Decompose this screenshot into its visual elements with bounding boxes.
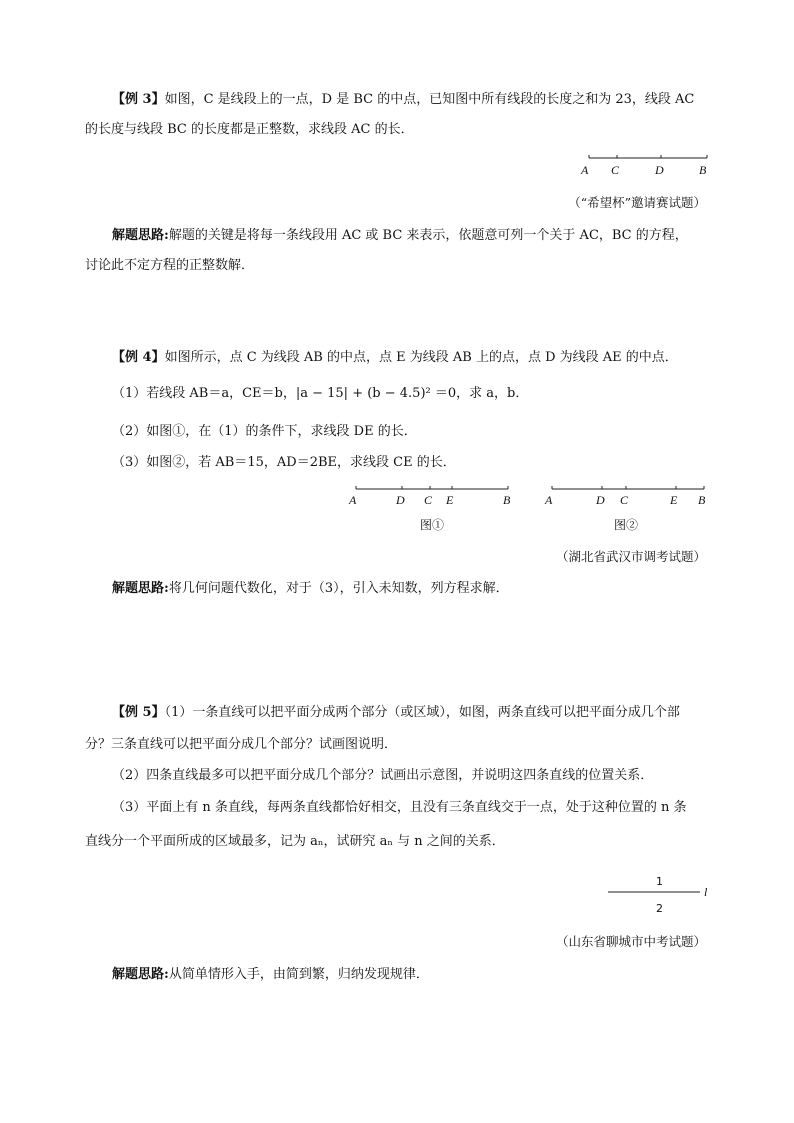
ex5-hint-label: 解题思路:	[112, 967, 169, 982]
ex4-fig2-point-d: D	[596, 493, 605, 507]
ex5-region-top: 1	[656, 875, 663, 888]
ex3-tag: 【例 3】	[112, 92, 165, 107]
ex5-hint-text: 从简单情形入手，由简到繁，归纳发现规律．	[168, 967, 429, 982]
ex4-fig2-point-e: E	[670, 493, 678, 507]
ex5-q1b: 分？三条直线可以把平面分成几个部分？试画图说明．	[85, 737, 398, 752]
ex4-fig2-caption: 图②	[614, 518, 639, 532]
ex3-line2: 的长度与线段 BC 的长度都是正整数，求线段 AC 的长．	[85, 122, 414, 137]
ex4-q1: （1）若线段 AB＝a，CE＝b，|a − 15| + (b − 4.5)² ＝0，求 a，b．	[112, 386, 529, 401]
ex4-fig2-point-a: A	[545, 493, 553, 507]
ex4-hint	[112, 579, 509, 599]
ex3-hint2: 讨论此不定方程的正整数解．	[85, 258, 255, 273]
ex4-intro-text: 如图所示，点 C 为线段 AB 的中点，点 E 为线段 AB 上的点，点 D 为线段 AE 的中点．	[164, 350, 678, 365]
ex4-tag: 【例 4】	[112, 350, 165, 365]
ex4-fig1-point-e: E	[446, 493, 454, 507]
ex3-point-b: B	[699, 163, 707, 177]
ex4-fig2-point-c: C	[620, 493, 629, 507]
ex3-line1-text: 如图，C 是线段上的一点，D 是 BC 的中点，已知图中所有线段的长度之和为 23，线段 AC	[164, 92, 695, 107]
ex3-figure	[575, 150, 715, 180]
ex4-figure2	[542, 480, 712, 510]
ex5-region-bottom: 2	[656, 902, 663, 915]
ex4-fig2-point-b: B	[698, 493, 706, 507]
ex4-fig1-caption: 图①	[420, 518, 445, 532]
ex3-point-a: A	[581, 163, 589, 177]
ex5-hint	[112, 965, 429, 985]
ex4-q2: （2）如图①，在（1）的条件下，求线段 DE 的长．	[112, 424, 417, 439]
ex5-q1a	[112, 703, 680, 723]
ex4-intro	[112, 348, 678, 368]
ex3-line1	[112, 90, 694, 110]
ex3-point-d: D	[655, 163, 664, 177]
ex5-tag: 【例 5】	[112, 705, 165, 720]
ex4-hint-text: 将几何问题代数化，对于（3），引入未知数，列方程求解．	[168, 581, 509, 596]
ex5-q3b: 直线分一个平面所成的区域最多，记为 aₙ，试研究 aₙ 与 n 之间的关系．	[85, 834, 505, 849]
ex3-point-c: C	[611, 163, 620, 177]
ex4-fig1-point-c: C	[424, 493, 433, 507]
ex4-q3: （3）如图②，若 AB＝15，AD＝2BE，求线段 CE 的长．	[112, 455, 456, 470]
ex4-source: （湖北省武汉市调考试题）	[555, 549, 706, 564]
ex4-hint-label: 解题思路:	[112, 581, 169, 596]
ex5-figure	[600, 872, 720, 920]
ex3-source: （“希望杯”邀请赛试题）	[568, 195, 706, 210]
ex3-hint1-text: 解题的关键是将每一条线段用 AC 或 BC 来表示，依题意可列一个关于 AC，BC 的方程，	[168, 228, 688, 243]
ex5-line-label: l	[704, 885, 708, 899]
ex4-fig1-point-a: A	[349, 493, 357, 507]
ex4-fig1-point-d: D	[396, 493, 405, 507]
ex5-q3a: （3）平面上有 n 条直线，每两条直线都恰好相交，且没有三条直线交于一点，处于这种位置的 n 条	[112, 800, 687, 815]
ex5-source: （山东省聊城市中考试题）	[555, 934, 706, 949]
ex4-fig1-point-b: B	[503, 493, 511, 507]
ex5-q2: （2）四条直线最多可以把平面分成几个部分？试画出示意图，并说明这四条直线的位置关系．	[112, 768, 654, 783]
ex4-figure1	[346, 480, 516, 510]
ex5-q1a-text: （1）一条直线可以把平面分成两个部分（或区域），如图，两条直线可以把平面分成几个部	[164, 705, 680, 720]
ex3-hint-label: 解题思路:	[112, 228, 169, 243]
ex3-hint1	[112, 226, 688, 246]
